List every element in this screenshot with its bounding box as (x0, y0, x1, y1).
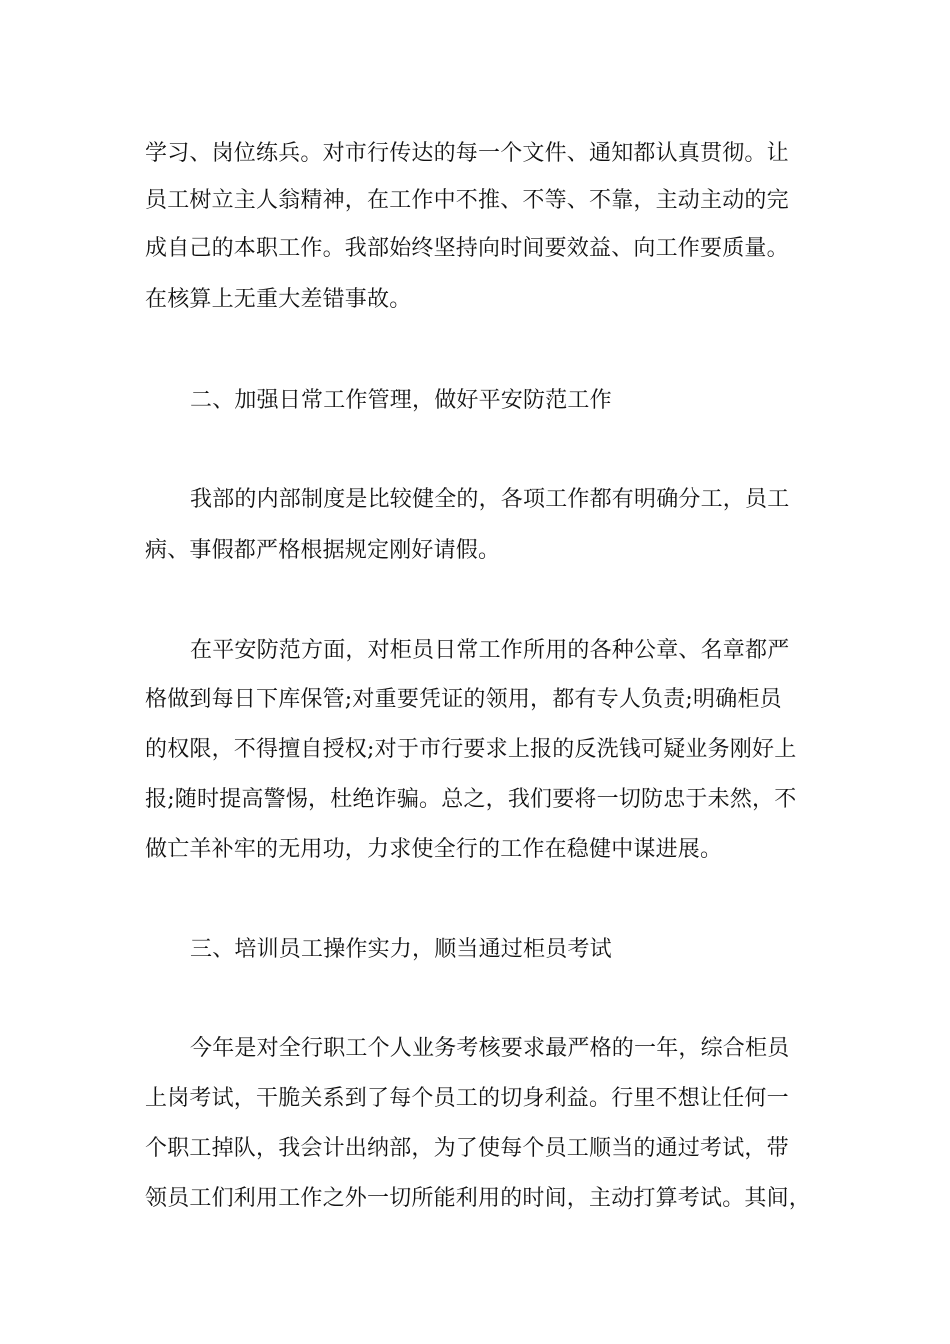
paragraph-3-line-3: 的权限，不得擅自授权;对于市行要求上报的反洗钱可疑业务刚好上 (145, 737, 797, 762)
paragraph-1-line-1: 学习、岗位练兵。对市行传达的每一个文件、通知都认真贯彻。让 (145, 141, 789, 166)
section-heading-3: 三、培训员工操作实力，顺当通过柜员考试 (190, 937, 612, 962)
section-heading-2: 二、加强日常工作管理，做好平安防范工作 (190, 388, 612, 413)
paragraph-3-line-4: 报;随时提高警惕，杜绝诈骗。总之，我们要将一切防忠于未然，不 (145, 787, 797, 812)
paragraph-1-line-2: 员工树立主人翁精神，在工作中不推、不等、不靠，主动主动的完 (145, 188, 789, 213)
paragraph-1-line-3: 成自己的本职工作。我部始终坚持向时间要效益、向工作要质量。 (145, 236, 789, 261)
paragraph-3-line-2: 格做到每日下库保管;对重要凭证的领用，都有专人负责;明确柜员 (145, 687, 782, 712)
paragraph-3-line-1: 在平安防范方面，对柜员日常工作所用的各种公章、名章都严 (190, 638, 790, 663)
paragraph-4-line-4: 领员工们利用工作之外一切所能利用的时间，主动打算考试。其间， (145, 1186, 812, 1211)
paragraph-4-line-3: 个职工掉队，我会计出纳部，为了使每个员工顺当的通过考试，带 (145, 1136, 789, 1161)
paragraph-2-line-1: 我部的内部制度是比较健全的，各项工作都有明确分工，员工 (190, 487, 790, 512)
paragraph-1-line-4: 在核算上无重大差错事故。 (145, 287, 412, 312)
paragraph-2-line-2: 病、事假都严格根据规定刚好请假。 (145, 538, 501, 563)
paragraph-4-line-2: 上岗考试，干脆关系到了每个员工的切身利益。行里不想让任何一 (145, 1086, 789, 1111)
paragraph-4-line-1: 今年是对全行职工个人业务考核要求最严格的一年，综合柜员 (190, 1036, 790, 1061)
paragraph-3-line-5: 做亡羊补牢的无用功，力求使全行的工作在稳健中谋进展。 (145, 837, 723, 862)
